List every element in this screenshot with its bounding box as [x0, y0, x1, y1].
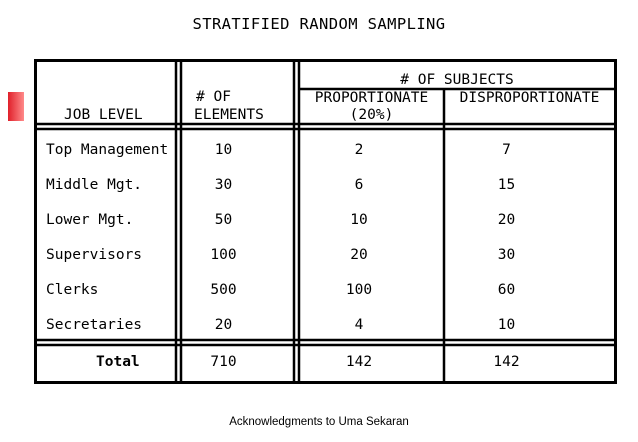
- row-disproportionate: 15: [497, 177, 516, 193]
- row-job-level: Lower Mgt.: [46, 212, 134, 228]
- row-elements: 10: [214, 142, 233, 158]
- total-elements: 710: [210, 354, 237, 370]
- sampling-table: [34, 59, 617, 384]
- row-disproportionate: 30: [497, 247, 516, 263]
- row-elements: 100: [210, 247, 237, 263]
- header-job-level: JOB LEVEL: [64, 107, 143, 123]
- footer-credit: Acknowledgments to Uma Sekaran: [229, 416, 409, 428]
- row-job-level: Clerks: [46, 282, 99, 298]
- total-label: Total: [96, 354, 140, 370]
- row-job-level: Supervisors: [46, 247, 143, 263]
- row-proportionate: 6: [354, 177, 364, 193]
- header-elements-line2: ELEMENTS: [194, 107, 264, 123]
- row-job-level: Middle Mgt.: [46, 177, 143, 193]
- row-proportionate: 100: [345, 282, 373, 298]
- row-disproportionate: 60: [497, 282, 516, 298]
- row-proportionate: 4: [354, 317, 364, 333]
- header-proportionate-line2: (20%): [349, 107, 394, 123]
- row-job-level: Secretaries: [46, 317, 143, 333]
- page-title: STRATIFIED RANDOM SAMPLING: [192, 15, 446, 33]
- header-elements-line1: # OF: [196, 89, 231, 105]
- row-disproportionate: 7: [502, 142, 511, 158]
- row-elements: 50: [214, 212, 233, 228]
- header-proportionate-line1: PROPORTIONATE: [314, 90, 429, 106]
- total-proportionate: 142: [345, 354, 373, 370]
- row-elements: 20: [214, 317, 233, 333]
- total-disproportionate: 142: [493, 354, 520, 370]
- red-marker: [8, 92, 24, 121]
- row-proportionate: 2: [354, 142, 364, 158]
- row-elements: 500: [210, 282, 237, 298]
- header-disproportionate: DISPROPORTIONATE: [459, 90, 600, 106]
- row-elements: 30: [214, 177, 233, 193]
- row-disproportionate: 20: [497, 212, 516, 228]
- row-job-level: Top Management: [46, 142, 169, 158]
- header-subjects: # OF SUBJECTS: [400, 72, 514, 88]
- row-proportionate: 10: [350, 212, 368, 228]
- row-proportionate: 20: [350, 247, 368, 263]
- row-disproportionate: 10: [497, 317, 516, 333]
